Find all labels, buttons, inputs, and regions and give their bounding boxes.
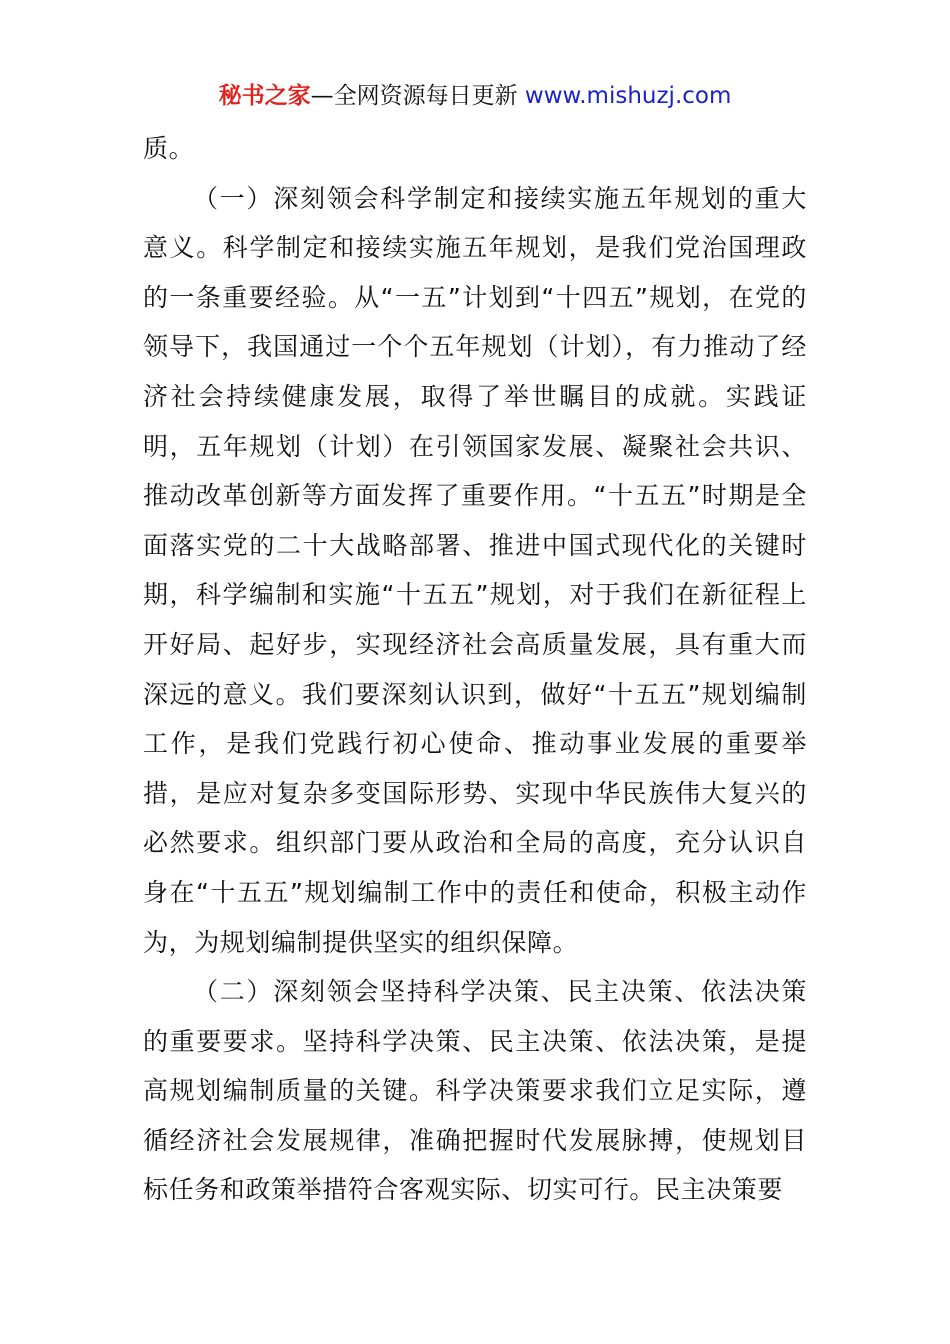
brand-name: 秘书之家 [218, 83, 311, 109]
page-header [0, 80, 950, 112]
site-url-link[interactable]: www.mishuzj.com [524, 83, 732, 109]
paragraph-continuation: 质。 [143, 134, 195, 163]
paragraph-section-two: （二）深刻领会坚持科学决策、民主决策、依法决策的重要要求。坚持科学决策、民主决策、依法决策，是提高规划编制质量的关键。科学决策要求我们立足实际，遵循经济社会发展规律，准确把握时代发展脉搏，使规划目标任务和政策举措符合客观实际、切实可行。民主决策要 [143, 977, 807, 1205]
paragraph-section-one: （一）深刻领会科学制定和接续实施五年规划的重大意义。科学制定和接续实施五年规划，是我们党治国理政的一条重要经验。从“一五”计划到“十四五”规划，在党的领导下，我国通过一个个五年规划（计划），有力推动了经济社会持续健康发展，取得了举世瞩目的成就。实践证明，五年规划（计划）在引领国家发展、凝聚社会共识、推动改革创新等方面发挥了重要作用。“十五五”时期是全面落实党的二十大战略部署、推进中国式现代化的关键时期，科学编制和实施“十五五”规划，对于我们在新征程上开好局、起好步，实现经济社会高质量发展，具有重大而深远的意义。我们要深刻认识到，做好“十五五”规划编制工作，是我们党践行初心使命、推动事业发展的重要举措，是应对复杂多变国际形势、实现中华民族伟大复兴的必然要求。组织部门要从政治和全局的高度，充分认识自身在“十五五”规划编制工作中的责任和使命，积极主动作为，为规划编制提供坚实的组织保障。 [143, 183, 807, 957]
header-tagline: —全网资源每日更新 [310, 83, 518, 109]
document-body [143, 124, 807, 1215]
